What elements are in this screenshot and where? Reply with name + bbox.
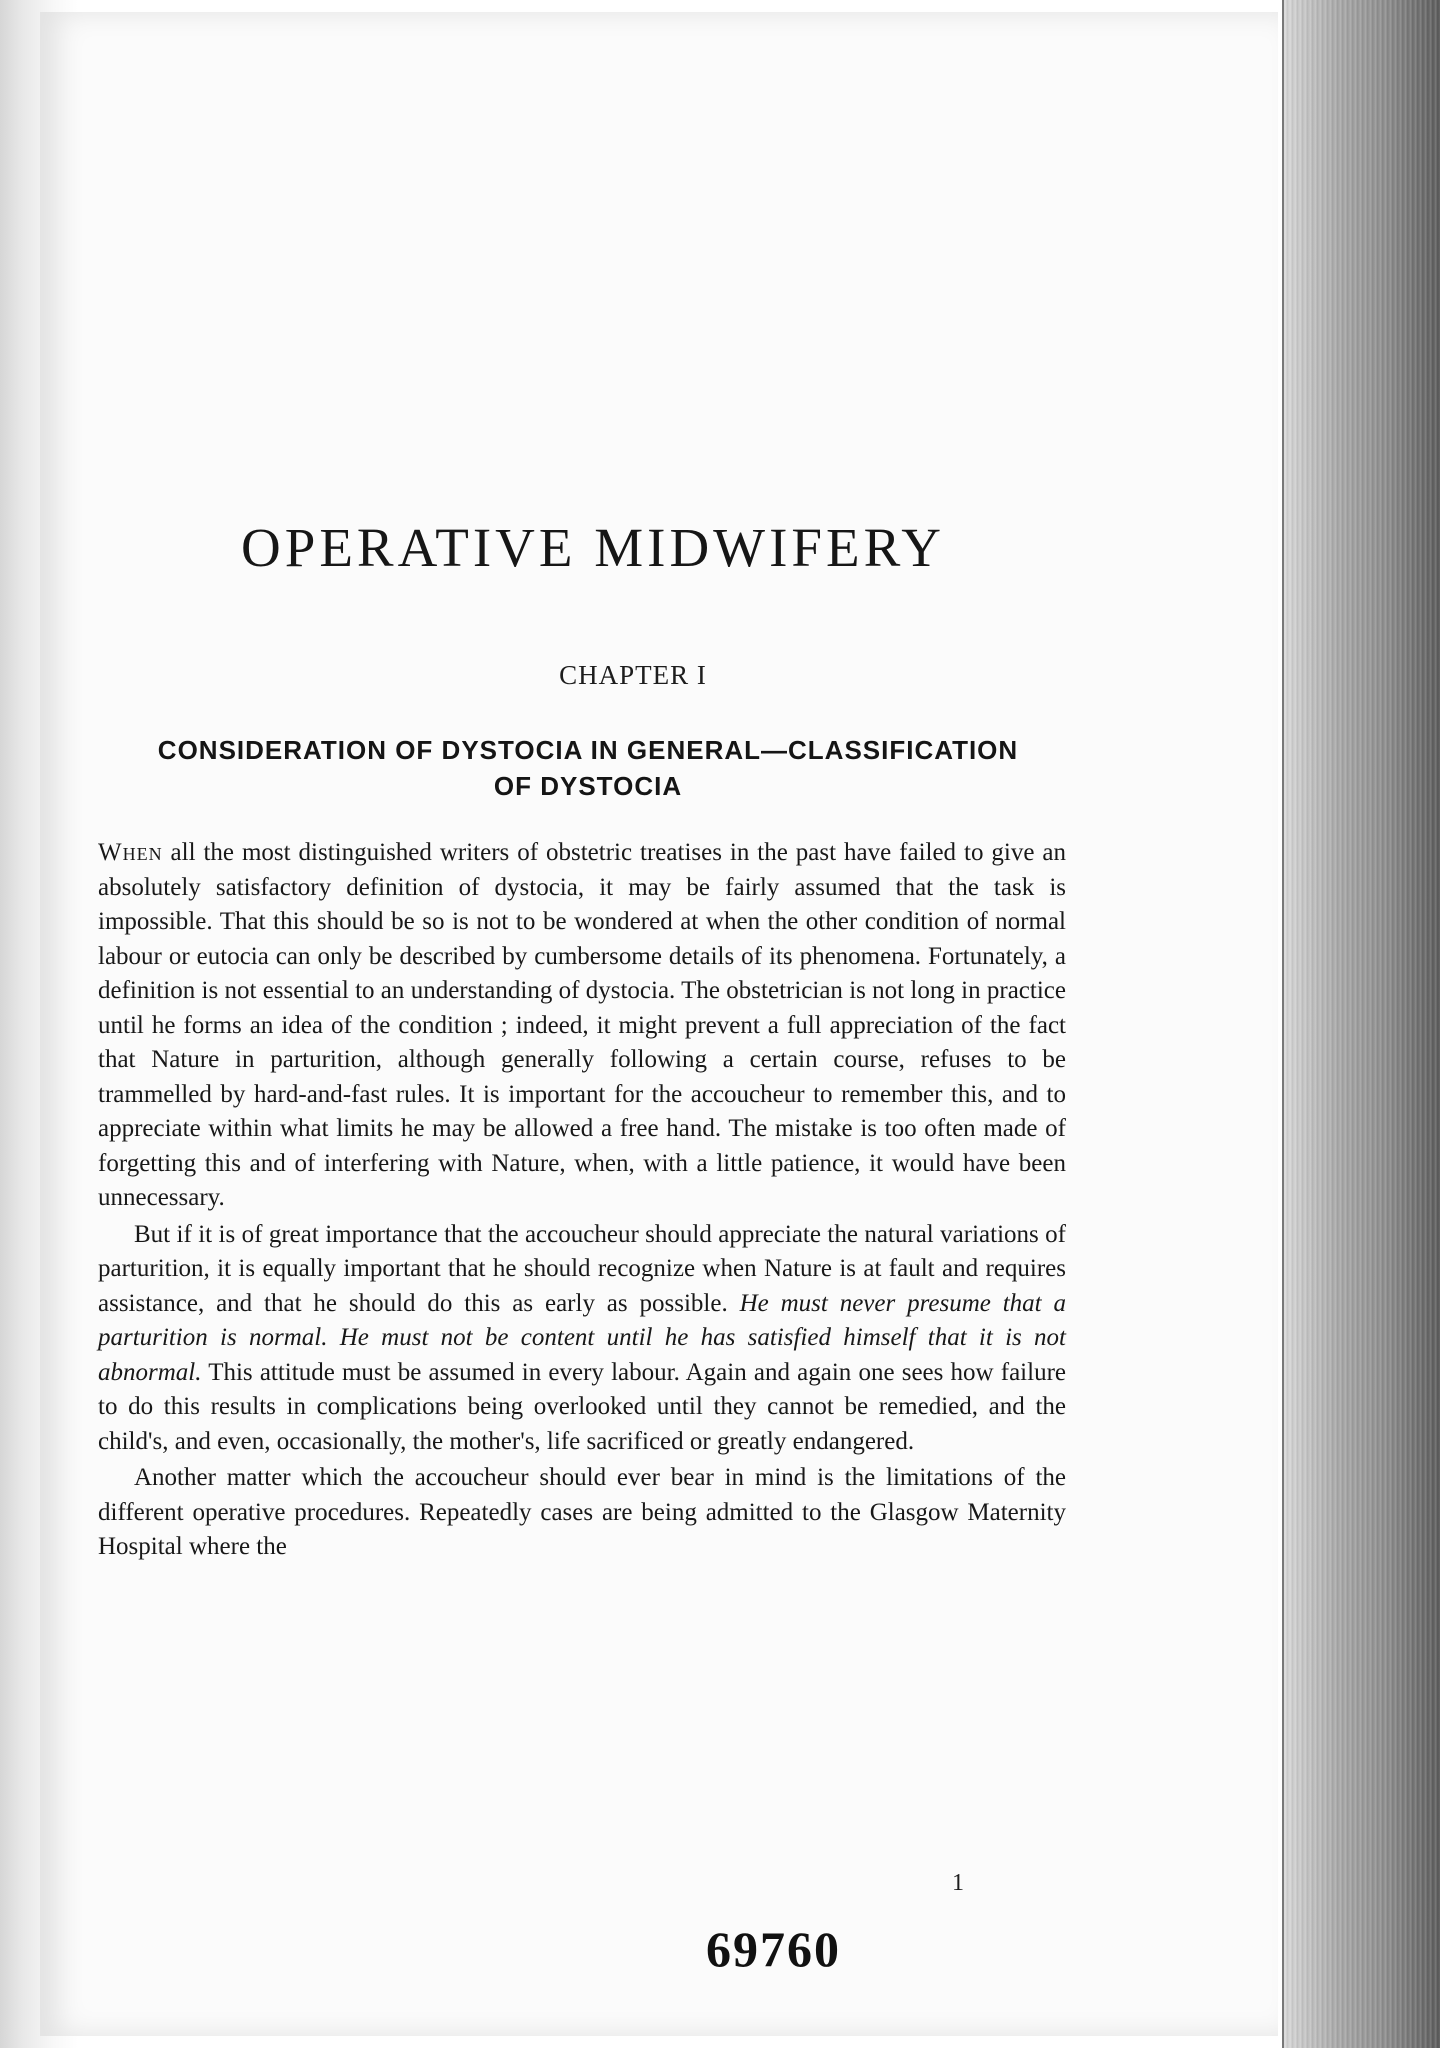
paragraph-2-text-before: But if it is of great importance that the accoucheur should appreciate the natural variations of parturition, it is equally important that he should recognize when Nature is at fault and requires assistance, and that he should do this as early as possible. <box>98 1220 1066 1317</box>
paragraph-1-opening-word: When <box>98 839 163 866</box>
book-page-edges <box>1282 0 1440 2048</box>
chapter-title <box>98 732 1078 804</box>
accession-number: 69760 <box>706 1921 841 1977</box>
paragraph-1-text: all the most distinguished writers of obstetric treatises in the past have failed to give an absolutely satisfactory definition of dystocia, it may be fairly assumed that the task is impossible. That this should be so is not to be wondered at when the other condition of normal labour or eutocia can only be described by cumbersome details of its phenomena. Fortunately, a definition is not essential to an understanding of dystocia. The obstetrician is not long in practice until he forms an idea of the condition ; indeed, it might prevent a full appreciation of the fact that Nature in parturition, although generally following a certain course, refuses to be trammelled by hard-and-fast rules. It is important for the accoucheur to remember this, and to appreciate within what limits he may be allowed a free hand. The mistake is too often made of forgetting this and of interfering with Nature, when, with a little patience, it would have been unnecessary. <box>98 839 1066 1211</box>
paragraph-2-emphasis: He must never presume that a parturition is normal. He must not be content until he has satisfied himself that it is not abnormal. <box>98 1289 1066 1386</box>
paragraph-2 <box>98 1218 1066 1460</box>
paragraph-3 <box>98 1461 1066 1565</box>
chapter-title-line-1: CONSIDERATION OF DYSTOCIA IN GENERAL—CLASSIFICATION <box>157 735 1019 765</box>
paragraph-1 <box>98 836 1066 1216</box>
book-title: OPERATIVE MIDWIFERY <box>241 517 945 578</box>
body-text <box>98 836 1066 1565</box>
paragraph-2-text-after: This attitude must be assumed in every labour. Again and again one sees how failure to do this results in complications being overlooked until they cannot be remedied, and the child's, and even, occasionally, the mother's, life sacrificed or greatly endangered. <box>98 1358 1066 1455</box>
page-number: 1 <box>952 1870 964 1896</box>
chapter-label: CHAPTER I <box>559 660 707 690</box>
paragraph-3-text: Another matter which the accoucheur should ever bear in mind is the limitations of the different operative procedures. Repeatedly cases are being admitted to the Glasgow Maternity Hospital where the <box>98 1464 1066 1560</box>
chapter-title-line-2: OF DYSTOCIA <box>493 771 683 801</box>
